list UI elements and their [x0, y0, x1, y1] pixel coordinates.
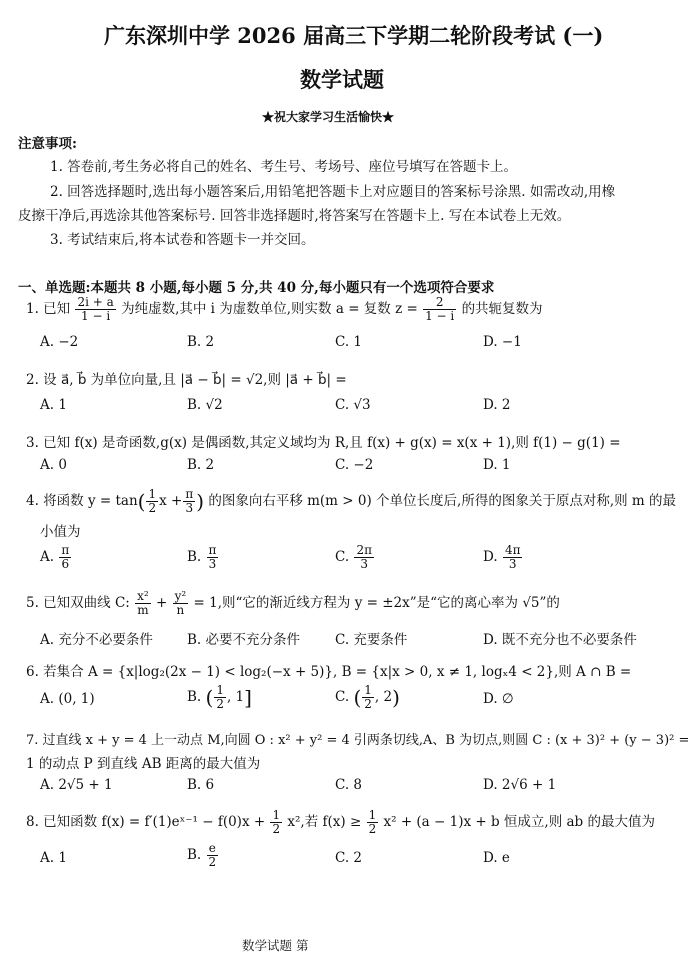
q8-option-b: B. $\frac{e}{2}$	[187, 841, 217, 870]
question-5	[26, 590, 560, 617]
q2-option-b: B. √2	[187, 397, 223, 413]
section-heading: 一、单选题:本题共 8 小题,每小题 5 分,共 40 分,每小题只有一个选项符合要求	[18, 280, 495, 296]
page-footer: 数学试题 第	[242, 938, 309, 953]
q5-text-a: 5. 已知双曲线 C:	[26, 595, 130, 612]
q3-option-b: B. 2	[187, 457, 215, 473]
q5-option-c: C. 充要条件	[335, 632, 408, 648]
q4-option-b: B. $\frac{\pi}{3}$	[187, 543, 217, 572]
q7-option-b: B. 6	[187, 777, 215, 793]
q7-option-c: C. 8	[335, 777, 363, 793]
q4-fraction-1: $\frac{1}{2}$	[148, 487, 157, 516]
q2-option-a: A. 1	[40, 397, 67, 413]
q8-option-a: A. 1	[40, 850, 67, 866]
q1-fraction-1: $\frac{2i + a}{1 - i}$	[77, 295, 114, 324]
question-7-line2: 1 的动点 P 到直线 AB 距离的最大值为	[26, 756, 261, 772]
q6-option-b: B. ( $\frac{1}{2}$ , 1]	[187, 683, 252, 712]
q8-text-a: 8. 已知函数 f(x) = f′(1)eˣ⁻¹ − f(0)x +	[26, 814, 266, 831]
q8-text-c: x² + (a − 1)x + b 恒成立,则 ab 的最大值为	[383, 814, 655, 831]
q3-option-a: A. 0	[40, 457, 67, 473]
question-3: 3. 已知 f(x) 是奇函数,g(x) 是偶函数,其定义域均为 R,且 f(x) + g(x) = x(x + 1),则 f(1) − g(1) =	[26, 435, 621, 451]
q8-fraction-1: $\frac{1}{2}$	[272, 808, 281, 837]
q1-option-a: A. −2	[40, 334, 79, 350]
question-6: 6. 若集合 A = {x|log₂(2x − 1) < log₂(−x + 5)}, B = {x|x > 0, x ≠ 1, logₓ4 < 2},则 A ∩ B =	[26, 664, 632, 680]
q8-option-d: D. e	[483, 850, 510, 866]
q5-plus: +	[156, 595, 168, 612]
q1-option-d: D. −1	[483, 334, 522, 350]
q1-option-c: C. 1	[335, 334, 363, 350]
q1-text-a: 1. 已知	[26, 301, 71, 318]
q4-fraction-2: $\frac{\pi}{3}$	[185, 487, 194, 516]
question-8	[26, 809, 655, 836]
q3-option-d: D. 1	[483, 457, 511, 473]
q1-text-c: 的共轭复数为	[461, 301, 543, 318]
notice-item: 2. 回答选择题时,选出每小题答案后,用铅笔把答题卡上对应题目的答案标号涂黑. 如需改动,用橡	[50, 184, 616, 200]
paren: )	[196, 489, 205, 514]
q4-text-b: x +	[159, 493, 183, 510]
exam-subtitle: 数学试题	[300, 67, 384, 92]
q5-fraction-2: $\frac{\text{y²}}{n}$	[174, 589, 187, 618]
notice-item: 皮擦干净后,再选涂其他答案标号. 回答非选择题时,将答案写在答题卡上. 写在本试卷上无效。	[18, 208, 571, 224]
q3-option-c: C. −2	[335, 457, 374, 473]
q1-option-b: B. 2	[187, 334, 215, 350]
question-1	[26, 296, 543, 323]
notice-item: 1. 答卷前,考生务必将自己的姓名、考生号、考场号、座位号填写在答题卡上。	[50, 159, 517, 175]
q8-option-c: C. 2	[335, 850, 363, 866]
question-4	[26, 488, 676, 515]
q7-option-d: D. 2√6 + 1	[483, 777, 557, 793]
notice-item: 3. 考试结束后,将本试卷和答题卡一并交回。	[50, 232, 315, 248]
q2-option-d: D. 2	[483, 397, 511, 413]
q8-text-b: x²,若 f(x) ≥	[287, 814, 362, 831]
q5-text-b: = 1,则“它的渐近线方程为 y = ±2x”是“它的离心率为 √5”的	[193, 595, 560, 612]
q4-option-a: A. $\frac{\pi}{6}$	[40, 543, 70, 572]
q4-text-a: 4. 将函数 y = tan	[26, 493, 138, 510]
q6-option-c: C. ( $\frac{1}{2}$ , 2)	[335, 683, 400, 712]
q1-fraction-2: $\frac{2}{1 - i}$	[425, 295, 455, 324]
question-2: 2. 设 a⃗, b⃗ 为单位向量,且 |a⃗ − b⃗| = √2,则 |a⃗ + b⃗| =	[26, 372, 347, 388]
notice-heading: 注意事项:	[18, 136, 77, 152]
q4-text-c: 的图象向右平移 m(m > 0) 个单位长度后,所得的图象关于原点对称,则 m 的最	[208, 493, 676, 510]
q5-option-d: D. 既不充分也不必要条件	[483, 632, 637, 648]
paren: (	[137, 489, 146, 514]
q5-fraction-1: $\frac{\text{x²}}{m}$	[137, 589, 149, 618]
q8-fraction-2: $\frac{1}{2}$	[368, 808, 377, 837]
q4-option-d: D. $\frac{4\pi}{3}$	[483, 543, 521, 572]
q7-option-a: A. 2√5 + 1	[40, 777, 113, 793]
exam-motto: ★祝大家学习生活愉快★	[262, 110, 395, 124]
q4-option-c: C. $\frac{2\pi}{3}$	[335, 543, 372, 572]
exam-title: 广东深圳中学 2026 届高三下学期二轮阶段考试 (一)	[104, 23, 604, 48]
q5-option-a: A. 充分不必要条件	[40, 632, 153, 648]
question-4-line2: 小值为	[40, 524, 81, 540]
q6-option-d: D. ∅	[483, 691, 514, 707]
q2-option-c: C. √3	[335, 397, 371, 413]
q6-option-a: A. (0, 1)	[40, 691, 95, 707]
question-7-line1: 7. 过直线 x + y = 4 上一动点 M,向圆 O : x² + y² = 4 引两条切线,A、B 为切点,则圆 C : (x + 3)² + (y − 3)² =	[26, 733, 690, 748]
q5-option-b: B. 必要不充分条件	[187, 632, 301, 648]
q1-text-b: 为纯虚数,其中 i 为虚数单位,则实数 a = 复数 z =	[121, 301, 418, 318]
